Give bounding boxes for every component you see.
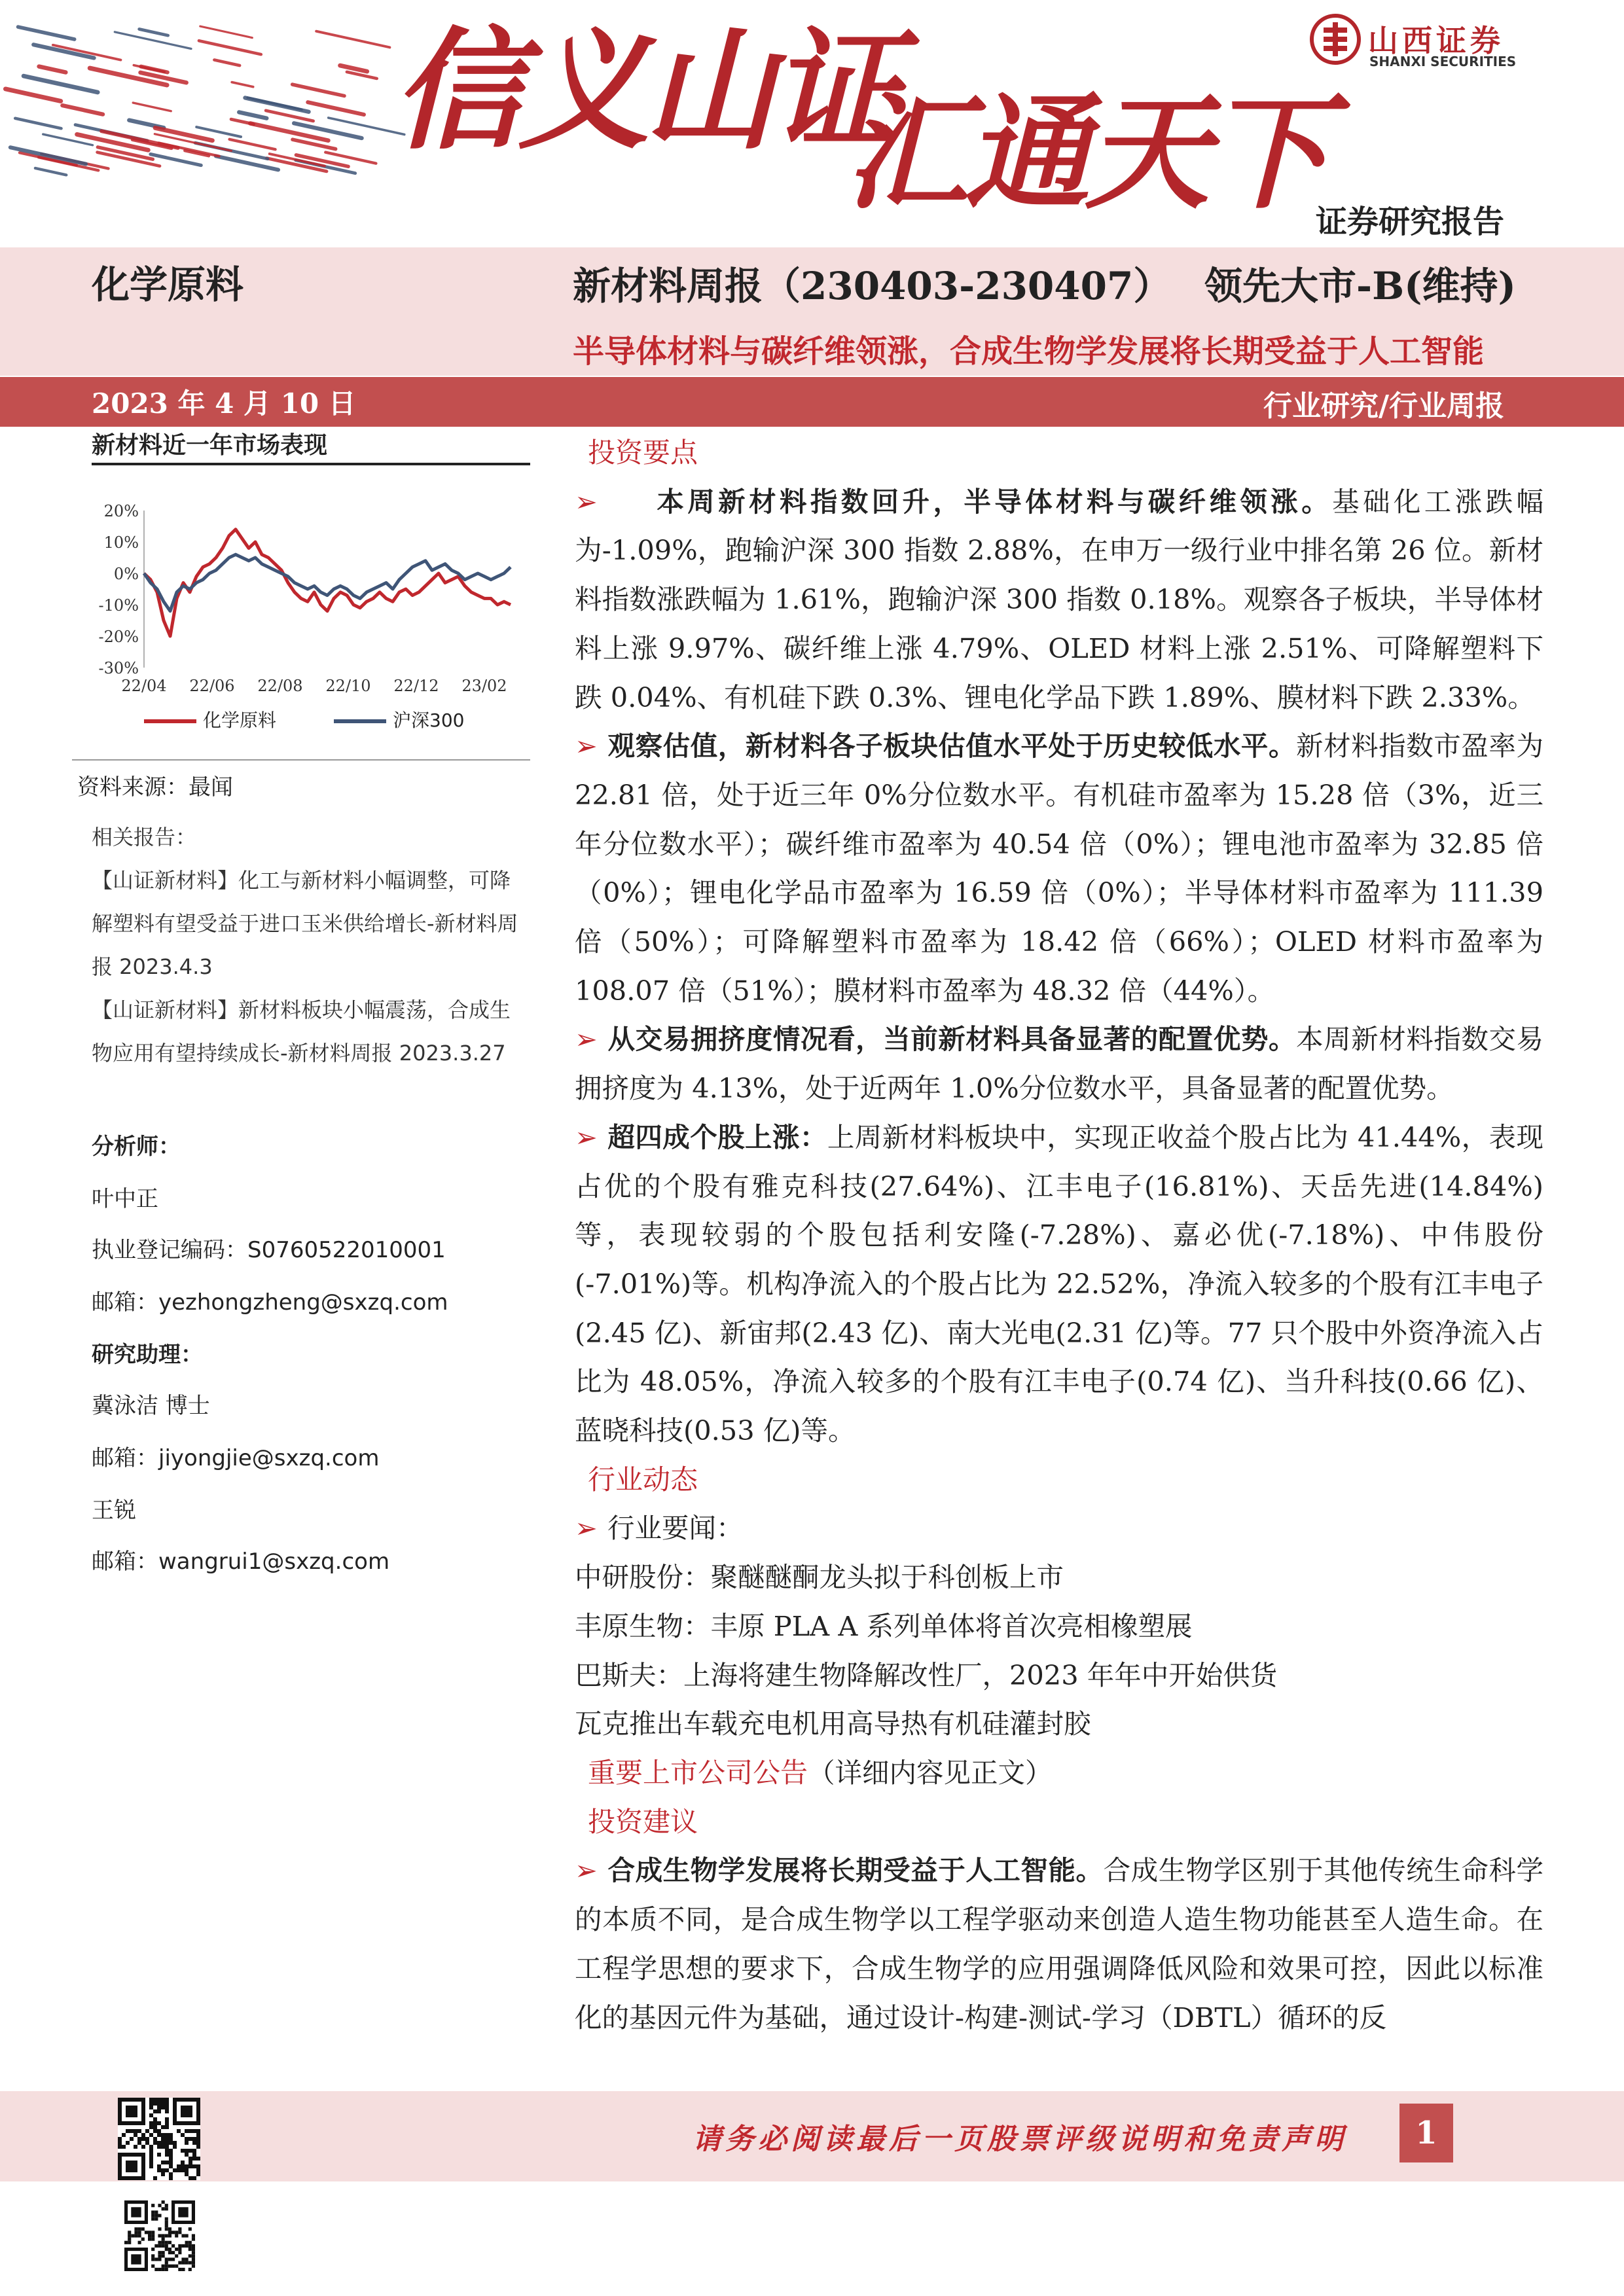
logo-emblem-icon [1309,13,1362,65]
assistant-name: 冀泳洁 博士 [92,1393,210,1419]
streak [214,60,240,66]
analyst-name: 叶中正 [92,1186,158,1212]
report-category: 行业研究/行业周报 [1263,389,1505,423]
streak [316,31,389,48]
logo-english-name: SHANXI SECURITIES [1369,54,1517,69]
streak [340,65,367,71]
banner [0,0,1624,249]
y-tick-label: 10% [103,533,139,552]
streak [199,41,261,54]
section-heading: 行业动态 [588,1463,698,1496]
related-report-link[interactable]: 【山证新材料】新材料板块小幅震荡，合成生物应用有望持续成长-新材料周报 2023.3.27 [92,997,511,1066]
streak [308,102,364,115]
bullet-text: 合成生物学区别于其他传统生命科学的本质不同，是合成生物学以工程学驱动来创造人造生物功能甚至人造生命。在工程学思想的要求下，合成生物学的应用强调降低风险和效果可控，因此以标准化的基因元件为基础，通过设计-构建-测试-学习（DBTL）循环的反 [575,1854,1543,2034]
y-tick-label: -30% [98,659,139,677]
section-heading: 重要上市公司公告 [588,1756,808,1789]
streak [250,123,328,140]
streak [18,27,75,39]
bullet-lead: 从交易拥挤度情况看，当前新材料具备显著的配置优势。 [607,1023,1297,1056]
streak [196,127,241,137]
rating: 领先大市-B(维持) [1204,264,1516,308]
report-type: 证券研究报告 [1316,204,1505,240]
company-logo [1309,13,1545,72]
bullet-lead: 观察估值，新材料各子板块估值水平处于历史较低水平。 [607,730,1297,762]
slogan-part-1: 信义山证 [393,15,896,168]
main-content [575,429,1543,2042]
streak [347,72,377,79]
arrow-icon: ➢ [575,485,598,518]
streak [200,26,253,38]
streak [134,65,164,72]
analyst-license: 执业登记编码：S0760522010001 [92,1237,446,1263]
arrow-icon: ➢ [575,1121,598,1153]
x-tick-label: 22/04 [121,677,167,695]
disclaimer: 请务必阅读最后一页股票评级说明和免责声明 [693,2123,1347,2156]
report-subtitle: 半导体材料与碳纤维领涨，合成生物学发展将长期受益于人工智能 [573,333,1485,370]
page-number: 1 [1399,2104,1453,2162]
legend-label: 沪深300 [393,709,465,731]
streak [239,112,266,118]
logo-name: 山西证券 [1368,23,1504,58]
streak [15,118,61,128]
bullet-text: 本周新材料指数交易拥挤度为 4.13%，处于近两年 1.0%分位数水平，具备显著的配置优势。 [575,1023,1543,1105]
streak [247,98,302,109]
arrow-icon: ➢ [575,1512,598,1545]
x-tick-label: 23/02 [461,677,507,695]
related-reports-label: 相关报告： [92,825,197,850]
section-heading: 投资要点 [588,437,698,469]
streak [133,103,171,111]
x-tick-label: 22/10 [325,677,371,695]
market-performance-chart [92,471,530,746]
assistant-name: 王锐 [92,1498,136,1524]
streak [5,89,60,101]
legend-label: 化学原料 [203,709,277,731]
news-item: 中研股份：聚醚醚酮龙头拟于科创板上市 [575,1561,1064,1594]
report-title: 新材料周报（230403-230407） [573,264,1172,308]
report-date: 2023 年 4 月 10 日 [92,387,356,420]
arrow-icon: ➢ [575,1023,598,1056]
news-item: 巴斯夫：上海将建生物降解改性厂，2023 年年中开始供货 [575,1659,1278,1691]
streak [230,139,276,149]
streak [35,168,66,175]
streak [293,84,344,96]
related-report-link[interactable]: 【山证新材料】化工与新材料小幅调整，可降解塑料有望受益于进口玉米供给增长-新材料周报 2023.4.3 [92,868,518,979]
assistant-label: 研究助理： [92,1342,203,1368]
streak [39,67,66,73]
chart-title: 新材料近一年市场表现 [92,427,530,465]
bullet-lead: 超四成个股上涨： [607,1121,827,1153]
bullet-paragraph [575,1015,1543,1113]
streak [151,154,201,166]
news-item: 丰原生物：丰原 PLA A 系列单体将首次亮相橡塑展 [575,1609,1193,1642]
bullet-paragraph [575,1504,1543,1553]
bullet-lead: 本周新材料指数回升，半导体材料与碳纤维领涨。 [653,485,1333,518]
section-heading: 投资建议 [588,1805,698,1838]
bullet-paragraph [575,478,1543,723]
bullet-paragraph [575,1846,1543,2042]
industry-name: 化学原料 [92,262,244,307]
bullet-text: 新材料指数市盈率为 22.81 倍，处于近三年 0%分位数水平。有机硅市盈率为 15.28 倍（3%，近三年分位数水平）；碳纤维市盈率为 40.54 倍（0%）；锂电池市盈率为 32.85 倍（0%）；锂电化学品市盈率为 16.59 倍（0%）；半导体材料市盈率为 111.39 倍（50%）；可降解塑料市盈率为 18.42 倍（66%）；OLED 材料市盈率为 108.07 倍（51%）；膜材料市盈率为 48.32 倍（44%）。 [575,730,1543,1007]
assistant-email[interactable]: 邮箱：wangrui1@sxzq.com [92,1549,390,1575]
x-tick-label: 22/12 [393,677,439,695]
assistant-email[interactable]: 邮箱：jiyongjie@sxzq.com [92,1445,380,1471]
qr-code-icon[interactable] [118,2098,200,2180]
y-tick-label: -10% [98,596,139,615]
bullet-paragraph [575,1113,1543,1456]
news-item: 瓦克推出车载充电机用高导热有机硅灌封胶 [575,1708,1091,1740]
bullet-text: 基础化工涨跌幅为-1.09%，跑输沪深 300 指数 2.88%，在申万一级行业中排名第 26 位。新材料指数涨跌幅为 1.61%，跑输沪深 300 指数 0.18%。观察各子板块，半导体材料上涨 9.97%、碳纤维上涨 4.79%、OLED 材料上涨 2.51%、可降解塑料下跌 0.04%、有机硅下跌 0.3%、锂电化学品下跌 1.89%、膜材料下跌 2.33%。 [575,485,1543,713]
x-tick-label: 22/08 [257,677,303,695]
streak [139,29,168,35]
divider [72,759,530,761]
arrow-icon: ➢ [575,1854,598,1887]
slogan-part-2: 汇通天下 [844,81,1327,226]
streak [24,76,98,92]
streak [232,82,253,87]
analyst-label: 分析师： [92,1134,181,1160]
bullet-lead: 行业要闻： [607,1512,744,1545]
streak [115,32,191,49]
chart-source: 资料来源：最闻 [77,774,233,800]
arrow-icon: ➢ [575,730,598,762]
x-tick-label: 22/06 [189,677,235,695]
streak [62,105,103,115]
y-tick-label: 0% [113,565,139,583]
bullet-lead: 合成生物学发展将长期受益于人工智能。 [607,1854,1104,1887]
section-note: （详细内容见正文） [808,1756,1053,1789]
y-tick-label: -20% [98,628,139,646]
analyst-email[interactable]: 邮箱：yezhongzheng@sxzq.com [92,1289,448,1316]
bullet-paragraph [575,722,1543,1015]
streak [10,147,86,164]
y-tick-label: 20% [103,502,139,520]
qr-code-icon[interactable] [124,2200,195,2271]
bullet-text: 上周新材料板块中，实现正收益个股占比为 41.44%，表现占优的个股有雅克科技(27.64%)、江丰电子(16.81%)、天岳先进(14.84%)等，表现较弱的个股包括利安隆(-7.28%)、嘉必优(-7.18%)、中伟股份(-7.01%)等。机构净流入的个股占比为 22.52%，净流入较多的个股有江丰电子(2.45 亿)、新宙邦(2.43 亿)、南大光电(2.31 亿)等。77 只个股中外资净流入占比为 48.05%，净流入较多的个股有江丰电子(0.74 亿)、当升科技(0.66 亿)、蓝晓科技(0.53 亿)等。 [575,1121,1543,1447]
series-line [144,554,511,611]
